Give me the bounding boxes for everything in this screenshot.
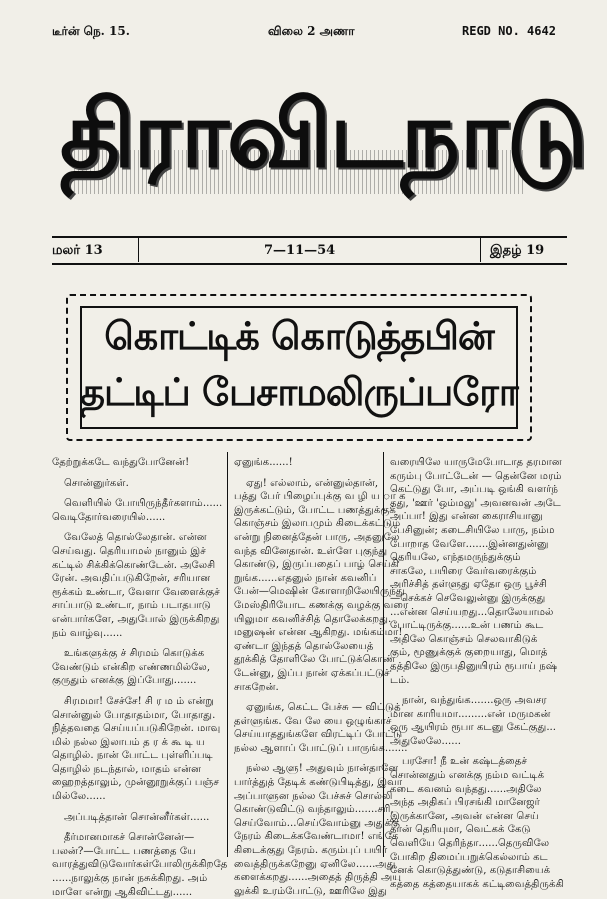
body-text-line: மில்லே...... (52, 791, 106, 803)
body-text-line: மனுஷன் என்ன ஆகிறது. மங்கம்மா! (234, 627, 403, 639)
body-text-line: சாப்பாடு உண்டா, நாம் படாதபாடு (52, 600, 211, 612)
body-text-line: வெளியில் போயிருந்தீர்களாம்...... (64, 498, 223, 510)
body-text-line: டேன்னு, இப்ப நான் ஏக்கப்பட்டுச் (234, 667, 390, 679)
body-text-line: தெரியலே, எந்தமருந்துக்கும் (390, 552, 521, 564)
issue-divider (138, 238, 139, 262)
body-text-line: கும், மூணுக்குக் குறையாது, மொத் (390, 647, 548, 659)
body-text-line: கட்டில் சிக்கிக்கொண்டேன். அலேசி (52, 559, 216, 571)
body-text-line: மில் நல்ல இலாபம் த ர க் கூ டி ய (52, 736, 205, 748)
body-text-line: யிலுமா கவனிச்சித் தொலேக்கறது. (234, 613, 392, 625)
body-text-line: மேஸ்திரியோட கணக்கு வழக்கு வரை (234, 599, 409, 611)
body-text-line: ......நாலுக்கு நான் நசுக்கிறது. அம் (52, 873, 208, 885)
issue-rule-bottom (52, 263, 567, 265)
body-text-line: ஏது! எல்லாம், என்னுல்தான், (246, 477, 379, 489)
body-text-line: ரூக்கம் உண்டா, வேளா வேளைக்குச் (52, 586, 220, 598)
body-text-line: ஏண்டா இந்தத் தொல்லேயைத் (234, 640, 374, 652)
registration-number: REGD NO. 4642 (462, 24, 556, 38)
body-text-line: செய்வது. தெரியாமல் நானும் இச் (52, 545, 206, 557)
body-text-line: தூக்கித் தோளிலே போட்டுக்கொண் (234, 654, 396, 666)
body-text-line: பேன்—மெஷின் கோளாறிலேயிருந்து (234, 586, 405, 598)
body-text-line: செய்யாததுங்களே விரட்டிப் போட்டு (234, 729, 403, 741)
body-text-line: நல்ல ஆளாப் போட்டுப் பாருங்க....... (234, 742, 408, 754)
body-text-line: தத்திலே இருபதினுயிரம் ரூபாய் நஷ் (390, 660, 558, 672)
body-text-line: போகிற திமைப்பறுக்கெல்லாம் கட (390, 851, 548, 863)
body-text-line: பத்து பேர் பிழைப்புக்கு வ ழி ய ா க (234, 491, 406, 503)
body-text-line: வரையிலே யாருமேபோடாத தரமான (390, 457, 562, 468)
body-text-line: றுங்க......எதனுல் நான் கவனிப் (234, 572, 377, 584)
body-text-line: தான் தெரியுமா, வெட்கக் கேடு (390, 824, 531, 836)
body-text-line: கத்தை கத்தையாகக் கட்டிவைத்திருக்கி (390, 878, 564, 890)
body-text-line: தது, 'ஊர் 'ஒம்மலு' அவனவன் அடே (390, 497, 561, 509)
body-text-line: அப்படித்தான் சொன்னீர்கள்...... (64, 811, 210, 823)
body-text-line: ஏனுங்க, கெட்ட பேச்சு — விட்டுத் (246, 702, 401, 714)
body-text-line: கடை கவனம் வந்தது......அதிலே (390, 783, 542, 795)
body-text-line: கொண்டுவிட்டு வந்தாலும்.......சரி, (234, 804, 394, 816)
body-text-line: கிடைக்குது நேரம். கரும்புப் பயிர் (234, 845, 388, 857)
body-text-line: பேசினுன்; கடைசியிலே பாரு, நம்ம (390, 524, 555, 536)
body-text-line: வைத்திருக்கறேனு ஏனிலே......அது (234, 858, 396, 870)
issue-divider (480, 238, 481, 262)
body-text-line: ஒரு ஆயிரம் ரூபா கடனு கேட்குது... (390, 722, 557, 734)
body-text-line: ஏனுங்க......! (234, 457, 293, 468)
price-label: விலை 2 அணா (268, 24, 355, 38)
masthead-title: திராவிடநாடு (60, 80, 587, 188)
body-text-line: தொழில் நடந்தால், மாதம் என்ன (52, 763, 201, 775)
body-text-line: லுக்கி உரம்போட்டு, ஊரிலே இது (234, 885, 387, 897)
body-text-line: நம் வாழ்வு...... (52, 627, 123, 639)
text-column-3 (390, 456, 564, 891)
body-text-line: ...என்ன செய்யறது...தொலேயாமல் (390, 606, 554, 618)
body-text-line: அதிலே கொஞ்சம் செலவாகிடுக் (390, 633, 538, 645)
body-text-line: வெளியே தெரிந்தா......தெருவிலே (390, 838, 550, 850)
headline-line-1: கொட்டிக் கொடுத்தபின் (104, 314, 494, 358)
body-text-line: என்பார்களே, அதுபோல் இருக்கிறது (52, 613, 220, 625)
body-text-line: கரும்பு போட்டேன் — தென்னே மரம் (390, 470, 562, 482)
body-text-line: தீர்மானமாகச் சொன்னேன்— (64, 832, 195, 844)
text-column-2 (234, 456, 409, 898)
body-text-line: நான், வந்துங்க.......ஒரு அவசர (402, 695, 547, 707)
body-text-line: நேரம் கிடைக்கவேண்டாமா! எங்கே (234, 831, 399, 843)
body-text-line: அப்பா! இது என்ன கைராசியானு (390, 511, 543, 523)
headline-box (66, 294, 532, 441)
body-text-line: வேண்டும் என்கிற எண்ணமில்லே, (52, 661, 211, 673)
body-text-line: கொஞ்சம் இலாபமும் கிடைக்கட்டும் (234, 518, 401, 530)
body-text-line: சாகறேன். (234, 681, 279, 693)
body-text-line: இருக்கட்டும், போட்ட பணத்துக்குக் (234, 504, 396, 516)
body-text-line: அந்த அதிகப் பிரசங்கி மானேஜர் (390, 797, 540, 809)
body-text-line: போறாத வேளே.......இன்னதுன்னு (390, 538, 549, 550)
body-text-line: தொழில். நான் போட்ட புள்ளிப்படி (52, 750, 213, 762)
body-text-line: தேற்றுக்கடே வந்துபோனேன்! (52, 457, 190, 468)
serial-number: டீர்ன் நெ. 15. (52, 24, 130, 38)
body-text-line: வாரத்துவிடுவோர்கள்போலிருக்கிறதே (52, 859, 228, 871)
body-text-line: பார்த்துத் தேடிக் கண்டுபிடித்து, இவா (234, 777, 403, 789)
issue-date: 7—11—54 (264, 243, 336, 258)
body-text-line: னேக் கொடுத்துண்டு, கடுதாசியைக் (390, 865, 551, 877)
body-text-line: என்று நினைத்தேன் பாரு, அதனுலே (234, 531, 400, 543)
volume-label: மலர் 13 (52, 243, 103, 258)
issue-rule-top (52, 236, 567, 238)
body-text-line: டம். (390, 674, 410, 686)
body-text-line: ரேன். அவதிப்படுகிறேன், சரியான (52, 573, 211, 585)
body-text-line: சொன்னுர்கள். (64, 477, 129, 489)
body-text-line: சிரமமா! சேச்சே! சி ர ம ம் என்று (64, 695, 214, 707)
body-text-line: கெட்டுது போ, அப்படி ஒங்கி வளர்ந் (390, 484, 559, 496)
body-text-line: இருக்கானே, அவன் என்ன செய் (390, 810, 539, 822)
body-text-line: வந்த வினேதான். உள்ளே புகுந்து (234, 545, 388, 557)
body-text-line: அதுலேலே...... (390, 735, 461, 747)
body-text-line: ஹைறத்தாலும், முன்னூறுக்குப் பஞ்ச (52, 777, 220, 789)
body-text-line: மான காரியமா.........என் மருமகன் (390, 708, 551, 720)
body-text-line: சொன்னதும் எனக்கு நம்ம வட்டிக் (390, 770, 545, 782)
body-text-line: தள்ளுங்க. வே லே யை ஒழுங்காச் (234, 715, 392, 727)
body-text-line: கொண்டு, இருப்பதைப் பாழ் செய்கி (234, 559, 399, 571)
body-text-line: நித்தவதை செய்யப்படுகிறேன். மாவு (52, 723, 221, 735)
text-column-1 (52, 456, 228, 899)
body-text-line: சாகலே, பயிரை வேர்வரைக்கும் (390, 565, 537, 577)
body-text-line: பலன்?—போட்ட பணத்தை யே (52, 845, 196, 857)
body-text-line: வெடிதோர்வரையில்...... (52, 511, 166, 523)
body-text-line: அப்பாளுன நல்ல பேச்சுச் சொல்லி (234, 790, 393, 802)
column-divider (227, 452, 228, 857)
headline-line-2: தட்டிப் பேசாமலிருப்பரோ (80, 370, 518, 414)
body-text-line: வேலேத் தொல்லேதான். என்ன (64, 532, 207, 544)
body-text-line: அரிச்சித் தள்ளுது ஏதோ ஒரு பூச்சி (390, 579, 548, 591)
body-text-line: சொன்னுல் போதாதம்மா, போதாது. (52, 709, 216, 721)
body-text-line: —செக்கச் செவேலுன்னு இருக்குது (390, 592, 546, 604)
body-text-line: உங்களுக்கு ச் சிரமம் கொடுக்க (64, 648, 205, 660)
body-text-line: களைக்கறது......அதைத் திருத்தி அய (234, 872, 402, 884)
body-text-line: பரசோ! நீ உன் கஷ்டத்தைச் (402, 756, 528, 768)
body-text-line: மாளே என்று ஆகிவிட்டது...... (52, 886, 193, 898)
body-text-line: குருதும் எனக்கு இப்போது....... (52, 675, 197, 687)
body-text-line: போட்டிருக்கு......உன் பணம் கூட (390, 620, 544, 632)
issue-number: இதழ் 19 (490, 243, 545, 258)
body-text-line: நல்ல ஆளு! அதுவும் நான்தானே (246, 763, 399, 775)
body-text-line: செய்வோம்...செய்வோம்னு அதுக்கு (234, 817, 401, 829)
masthead (60, 62, 587, 230)
